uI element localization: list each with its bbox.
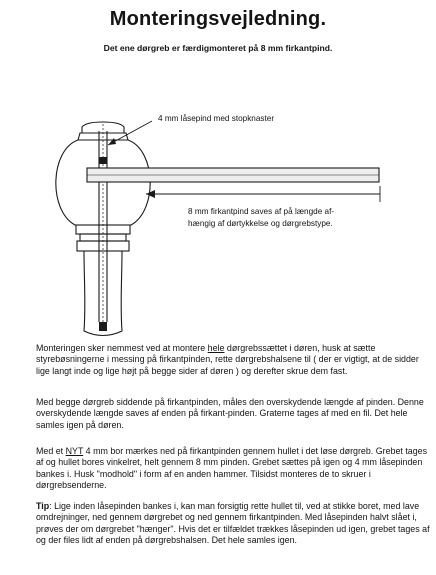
square-pin-label-1: 8 mm firkantpind saves af på længde af- [188, 207, 335, 216]
paragraph-2 [36, 397, 432, 431]
p2-text: Med begge dørgreb siddende på firkantpinden, måles den overskydende længde af pinden. Denne overskydende længde saves af enden på firkant-pinden. Graterne tages af med en fil. Det hele samles igen på døren. [36, 397, 424, 430]
pin-label: 4 mm låsepind med stopknaster [158, 114, 275, 123]
page-title: Monteringsvejledning. [109, 8, 327, 30]
paragraph-3 [36, 446, 432, 492]
paragraph-1 [36, 343, 432, 377]
paragraph-tip [36, 501, 432, 547]
tip-label: Tip [36, 501, 50, 511]
p1-text-b: dørgrebssættet i døren, husk at sætte styrebøsningerne i messing på firkantpinden, rette dørgrebshalsene til ( der er vigtigt, at de sidder lige langt inde og lige højt på begge sider af døren ) og derefter skrue dem fast. [36, 343, 419, 376]
p1-text-a: Monteringen sker nemmest ved at montere [36, 343, 208, 353]
p3-text-b: 4 mm bor mærkes ned på firkantpinden gennem hullet i det løse dørgreb. Grebet tages af og hullet bores vinkelret, helt gennem 8 mm pinden. Grebet sættes på igen og 4 mm låsepinden bankes i. Husk "modhold" i form af en anden hammer. Tilsidst monteres de to skruer i dørgrebsenderne. [36, 446, 428, 491]
screw-top [99, 157, 107, 164]
page-subtitle: Det ene dørgreb er færdigmonteret på 8 mm firkantpind. [103, 43, 333, 53]
p3-underlined: NYT [65, 446, 84, 456]
square-pin-label-2: hængig af dørtykkelse og dørgrebstype. [188, 219, 333, 228]
handle-top-knob [82, 122, 124, 133]
dimension-arrowhead [146, 190, 155, 198]
p1-underlined: hele [207, 343, 225, 353]
tip-text: : Lige inden låsepinden bankes i, kan man forsigtig rette hullet til, ved at stikke boret, med lave omdrejninger, ned gennem dørgrebet og ned gennem firkantpinden. Med låsepinden halvt slået i, prøves der om dørgrebet "hænger". Hvis det er tilfældet trækkes låsepinden ud igen, grebet tages af og der files lidt af enden på dørgrebshalsen. Det hele samles igen. [36, 501, 430, 546]
p3-text-a: Med et [36, 446, 66, 456]
screw-bottom [99, 322, 107, 331]
